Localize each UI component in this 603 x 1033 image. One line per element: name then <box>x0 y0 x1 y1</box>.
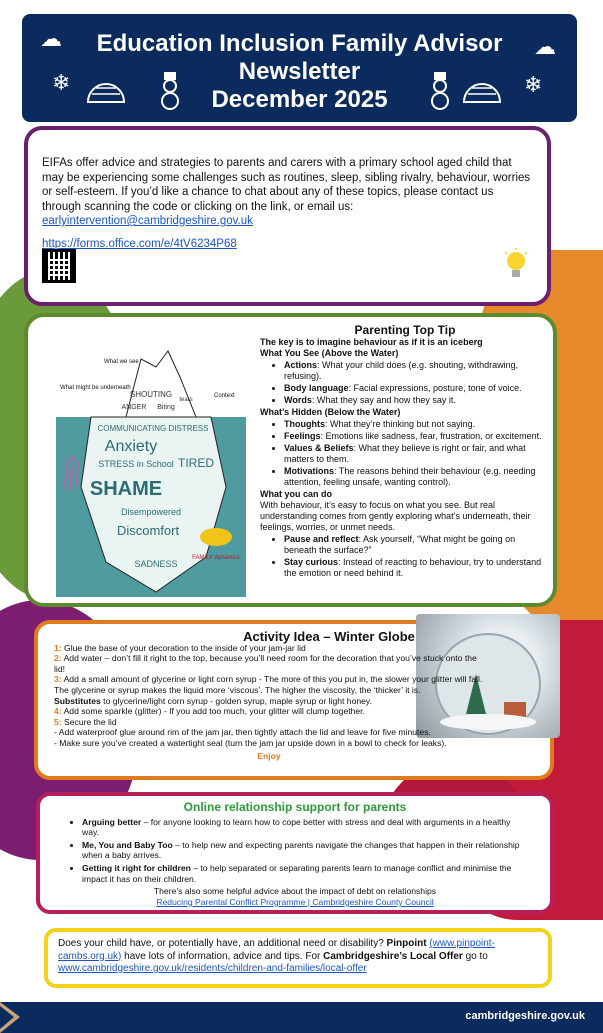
above-heading: What You See (Above the Water) <box>260 348 399 358</box>
hidden-heading: What’s Hidden (Below the Water) <box>260 407 401 417</box>
snow-cloud-icon: ☁ <box>534 34 556 59</box>
list-item: • Values & Beliefs: What they believe is right or fair, and what matters to them. <box>284 443 550 465</box>
online-title: Online relationship support for parents <box>183 800 407 814</box>
footer-brand[interactable]: cambridgeshire.gov.uk <box>465 1010 585 1022</box>
snowflake-icon: ❄ <box>524 72 543 97</box>
intro-body: EIFAs offer advice and strategies to parents and carers with a primary school aged child that may be experiencing some challenges such as routines, sleep, sibling rivalry, behaviour, worries or self-esteem. If you’d like a chance to chat about any of these topics, please contact us through scanning the code or clicking on the link, or email us: <box>42 157 531 213</box>
list-item: • Thoughts: What they’re thinking but not saying. <box>284 419 550 430</box>
intro-text <box>42 156 533 229</box>
pinpoint-text: Does your child have, or potentially have, an additional need or disability? <box>58 938 387 949</box>
iceberg-word: COMMUNICATING DISTRESS <box>97 424 209 433</box>
lightbulb-icon <box>503 248 529 282</box>
iceberg-label: FAMILY dynamics <box>192 555 240 561</box>
list-item: • Getting it right for children – to help separated or separating parents learn to manage conflict and minimise the impact it has on their children. <box>82 863 522 884</box>
activity-step: 4: Add some sparkle (glitter) - If you add too much, your glitter will clump together. <box>54 706 365 717</box>
parenting-tip-box <box>24 313 557 607</box>
iceberg-word: Disempowered <box>120 507 182 517</box>
local-offer-link[interactable]: www.cambridgeshire.gov.uk/residents/children-and-families/local-offer <box>58 963 367 974</box>
newsletter-title: Education Inclusion Family Advisor <box>96 30 503 57</box>
iceberg-word: Discomfort <box>116 523 180 538</box>
above-list <box>284 360 550 406</box>
email-link[interactable]: earlyintervention@cambridgeshire.gov.uk <box>42 215 253 227</box>
iceberg-label: Context <box>214 393 235 399</box>
iceberg-illustration <box>56 337 246 597</box>
newsletter-subtitle: Newsletter <box>238 58 361 85</box>
pinpoint-box <box>44 928 552 988</box>
list-item: • Pause and reflect: Ask yourself, “What might be going on beneath the surface?” <box>284 534 550 556</box>
cando-text: With behaviour, it’s easy to focus on what you see. But real understanding comes from gently exploring what’s underneath, their feelings, worries, or unmet needs. <box>260 500 531 532</box>
iceberg-word: STRESS in School <box>98 459 174 469</box>
footer-bar <box>0 1002 603 1033</box>
pinpoint-label: Pinpoint <box>386 938 427 949</box>
iceberg-label: What we see <box>104 359 139 365</box>
online-extra: There’s also some helpful advice about the impact of debt on relationships <box>153 886 437 897</box>
list-item: • Feelings: Emotions like sadness, fear, frustration, or excitement. <box>284 431 550 442</box>
iceberg-word: Anxiety <box>104 438 158 455</box>
activity-text <box>54 629 484 761</box>
iceberg-label: What might be underneath <box>60 385 131 391</box>
activity-step: 5: Secure the lid <box>54 716 117 727</box>
snowflake-icon: ❄ <box>52 70 71 95</box>
activity-note: - Make sure you’ve created a watertight seal (turn the jam jar upside down in a bowl to check for leaks). <box>54 737 447 748</box>
pinpoint-text: go to <box>462 950 488 962</box>
list-item: • Me, You and Baby Too – to help new and expecting parents navigate the changes that happen in their relationship when a baby arrives. <box>82 840 522 861</box>
local-offer-label: Cambridgeshire’s Local Offer <box>323 950 463 962</box>
intro-box <box>24 126 551 306</box>
activity-step: 2: Add water – don’t fill it right to the top, because you’ll need room for the decoration that you’ve stuck onto the lid! <box>54 653 477 674</box>
list-item: • Words: What they say and how they say it. <box>284 395 550 406</box>
activity-title: Activity Idea – Winter Globe <box>243 629 415 644</box>
submarine-icon <box>200 528 232 546</box>
pinpoint-link[interactable]: (www.pinpoint-cambs.org.uk) <box>58 938 495 962</box>
list-item: • Actions: What your child does (e.g. shouting, withdrawing, refusing). <box>284 360 550 382</box>
activity-step: 3: Add a small amount of glycerine or light corn syrup - The more of this you put in, the slower your glitter will fall. The glycerine or syrup makes the liquid more ‘viscous’. The higher the viscosity, the ‘thicker’ it is. <box>54 674 483 695</box>
activity-step: 1: Glue the base of your decoration to the inside of your jam-jar lid <box>54 642 306 653</box>
iceberg-word: SADNESS <box>134 559 178 569</box>
activity-note: - Add waterproof glue around rim of the jam jar, then tightly attach the lid and leave for five minutes. <box>54 727 431 738</box>
online-support-box <box>36 792 554 914</box>
iceberg-top-word: tears <box>179 397 193 403</box>
snow-cloud-icon: ☁ <box>40 26 62 51</box>
list-item: • Arguing better – for anyone looking to learn how to cope better with stress and deal with arguments in a healthy way. <box>82 817 522 838</box>
list-item: • Motivations: The reasons behind their behaviour (e.g. needing attention, feeling unsafe, wanting control). <box>284 466 550 488</box>
newsletter-date: December 2025 <box>211 86 388 113</box>
tip-subtitle: The key is to imagine behaviour as if it is an iceberg <box>260 337 483 347</box>
iceberg-word: TIRED <box>178 456 214 470</box>
iceberg-top-word: ANGER <box>121 404 147 411</box>
substitutes-note: Substitutes to glycerine/light corn syrup - golden syrup, maple syrup or light honey. <box>54 695 372 706</box>
qr-code[interactable] <box>42 249 76 283</box>
enjoy-text: Enjoy <box>257 750 281 761</box>
tip-title: Parenting Top Tip <box>354 323 456 337</box>
newsletter-header <box>22 14 577 122</box>
tip-text <box>260 325 550 580</box>
header-titles <box>82 30 517 114</box>
activity-box <box>34 620 554 780</box>
cando-heading: What you can do <box>260 489 332 499</box>
iceberg-top-word: Biting <box>157 404 175 411</box>
hidden-list <box>284 419 550 488</box>
reducing-conflict-link[interactable]: Reducing Parental Conflict Programme | Cambridgeshire County Council <box>156 896 434 907</box>
iceberg-word: SHAME <box>89 478 163 500</box>
iceberg-top-word: SHOUTING <box>129 390 173 399</box>
pinpoint-text: have lots of information, advice and tips. For <box>121 950 324 962</box>
form-link[interactable]: https://forms.office.com/e/4tV6234P68 <box>42 237 237 250</box>
list-item: • Stay curious: Instead of reacting to behaviour, try to understand the emotion or need behind it. <box>284 557 550 579</box>
cando-list <box>284 534 550 579</box>
online-list <box>82 817 522 885</box>
list-item: • Body language: Facial expressions, posture, tone of voice. <box>284 383 550 394</box>
